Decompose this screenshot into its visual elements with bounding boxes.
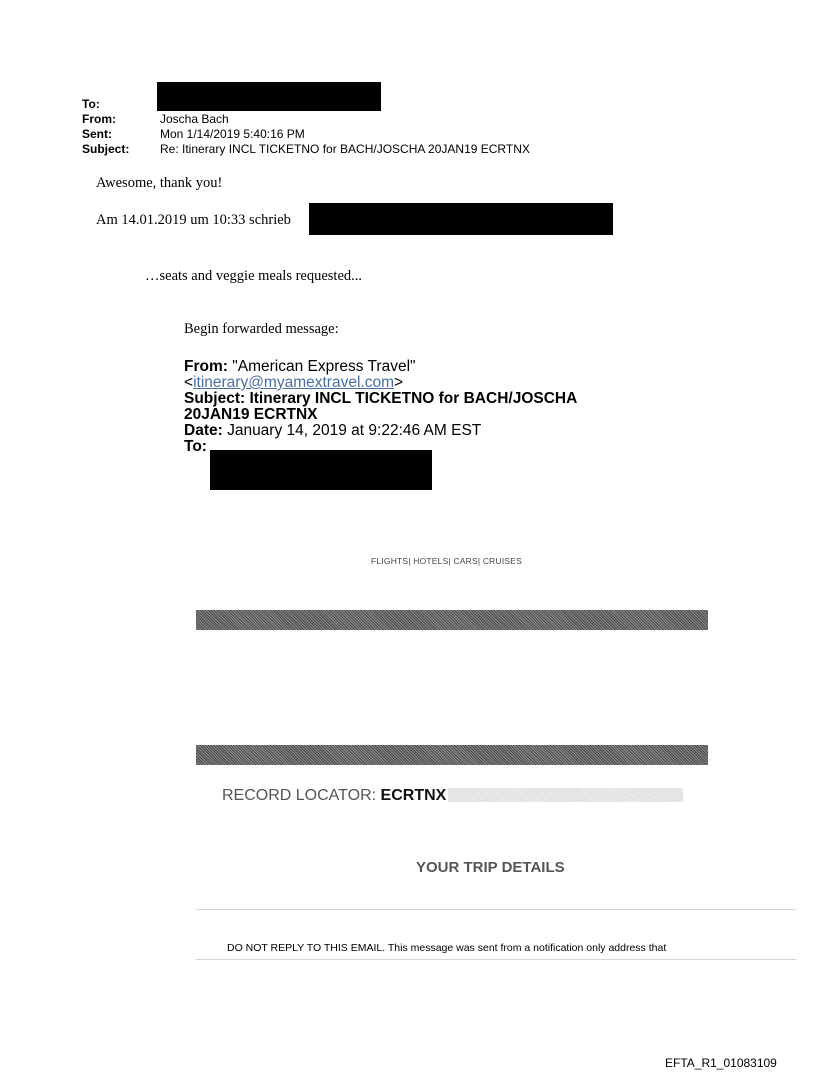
quoted-text: …seats and veggie meals requested... [145,268,363,284]
divider-bottom [196,959,796,960]
forwarded-from-line [184,359,604,375]
no-reply-notice: DO NOT REPLY TO THIS EMAIL. This message was sent from a notification only address that [227,942,667,954]
forwarded-header [184,359,604,455]
redacted-to-recipient [157,82,381,111]
redacted-banner-bottom [196,745,708,765]
forwarded-subject-label: Subject: [184,390,246,407]
from-value: Joscha Bach [160,112,229,126]
sent-value: Mon 1/14/2019 5:40:16 PM [160,127,305,141]
forwarded-subject-line [184,391,604,407]
amex-nav-links[interactable]: FLIGHTS| HOTELS| CARS| CRUISES [371,556,523,566]
forwarded-date-value: January 14, 2019 at 9:22:46 AM EST [222,422,482,439]
record-locator [222,787,446,805]
sent-label: Sent: [82,127,112,141]
forwarded-date-line [184,423,604,439]
forwarded-from-email-line: <itinerary@myamextravel.com> [184,374,404,391]
forwarded-subject-line2: 20JAN19 ECRTNX [184,406,318,423]
forwarded-from-email-link[interactable]: itinerary@myamextravel.com [193,374,394,391]
document-id: EFTA_R1_01083109 [665,1056,777,1070]
forward-intro: Begin forwarded message: [184,321,339,337]
to-label: To: [82,97,100,111]
forwarded-date-label: Date: [184,422,223,439]
forwarded-from-label: From: [184,358,228,375]
record-locator-value: ECRTNX [380,787,447,804]
quote-intro: Am 14.01.2019 um 10:33 schrieb [96,212,291,228]
divider-top [196,909,796,910]
record-locator-label: RECORD LOCATOR: [222,787,381,804]
record-locator-shading [448,788,683,802]
forwarded-to-label: To: [184,438,207,455]
forwarded-from-name: "American Express Travel" [227,358,416,375]
redacted-sender [309,203,613,235]
redacted-banner-top [196,610,708,630]
redacted-forwarded-to [210,450,432,490]
subject-value: Re: Itinerary INCL TICKETNO for BACH/JOSCHA 20JAN19 ECRTNX [160,142,530,156]
from-label: From: [82,112,116,126]
reply-text: Awesome, thank you! [96,175,223,191]
trip-details-heading: YOUR TRIP DETAILS [416,859,565,876]
forwarded-subject-line1: Itinerary INCL TICKETNO for BACH/JOSCHA [245,390,578,407]
subject-label: Subject: [82,142,130,156]
